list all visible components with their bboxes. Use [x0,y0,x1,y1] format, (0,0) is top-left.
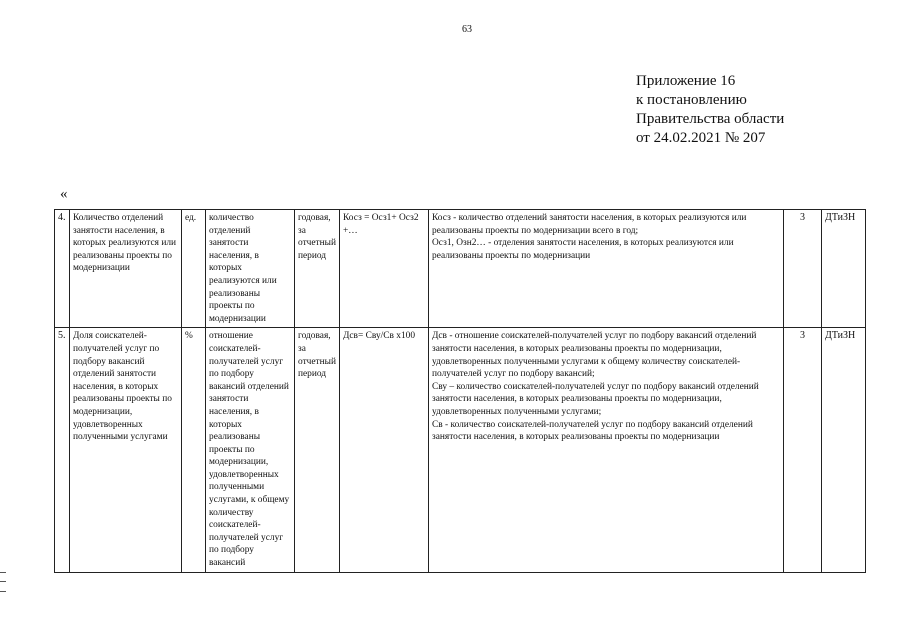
open-quote: « [60,186,68,202]
definition-cell: отношение соискателей-получателей услуг по подбору вакансий отделений занятости населения, в которых реализованы проекты по модернизации, удовлетворенных полученными услугами, к общему количеству соискателей-получателей услуг по подбору вакансий [206,328,295,572]
table-row [55,210,866,328]
indicator-name: Количество отделений занятости населения, в которых реализуются или реализованы проекты по модернизации [70,210,182,328]
appendix-line: Приложение 16 [636,73,736,89]
appendix-line: Правительства области [636,111,785,127]
periodicity-cell: годовая, за отчетный период [295,210,340,328]
periodicity-cell: годовая, за отчетный период [295,328,340,572]
formula-cell: Косз = Осз1+ Осз2 +… [340,210,429,328]
description-cell: Косз - количество отделений занятости населения, в которых реализуются или реализованы проекты по модернизации всего в год; Осз1, Озн2… - отделения занятости населения, в которых реализуются или реализованы проекты по модернизации [429,210,784,328]
appendix-line: от 24.02.2021 № 207 [636,130,766,146]
value-cell: 3 [784,210,822,328]
indicators-table [54,209,866,573]
row-number: 4. [55,210,70,328]
table-row [55,328,866,572]
unit-cell: % [182,328,206,572]
value-cell: 3 [784,328,822,572]
definition-cell: количество отделений занятости населения, в которых реализуются или реализованы проекты по модернизации [206,210,295,328]
unit-cell: ед. [182,210,206,328]
appendix-line: к постановлению [636,92,747,108]
responsible-cell: ДТиЗН [822,328,866,572]
responsible-cell: ДТиЗН [822,210,866,328]
scan-margin-mark [0,572,6,592]
formula-cell: Дсв= Сву/Св х100 [340,328,429,572]
description-cell: Дсв - отношение соискателей-получателей услуг по подбору вакансий отделений занятости населения, в которых реализованы проекты по модернизации, удовлетворенных полученными услугами к общему количеству соискателей-получателей услуг по подбору вакансий; Сву – количество соискателей-получателей услуг по подбору вакансий отделений занятости населения, в которых реализованы проекты по модернизации, удовлетворенных полученными услугами; Св - количество соискателей-получателей услуг по подбору вакансий отделений занятости населения, в которых реализованы проекты по модернизации [429,328,784,572]
page-number: 63 [462,24,472,35]
indicator-name: Доля соискателей-получателей услуг по подбору вакансий отделений занятости населения, в которых реализованы проекты по модернизации, удовлетворенных полученными услугами [70,328,182,572]
row-number: 5. [55,328,70,572]
appendix-header [636,72,784,148]
